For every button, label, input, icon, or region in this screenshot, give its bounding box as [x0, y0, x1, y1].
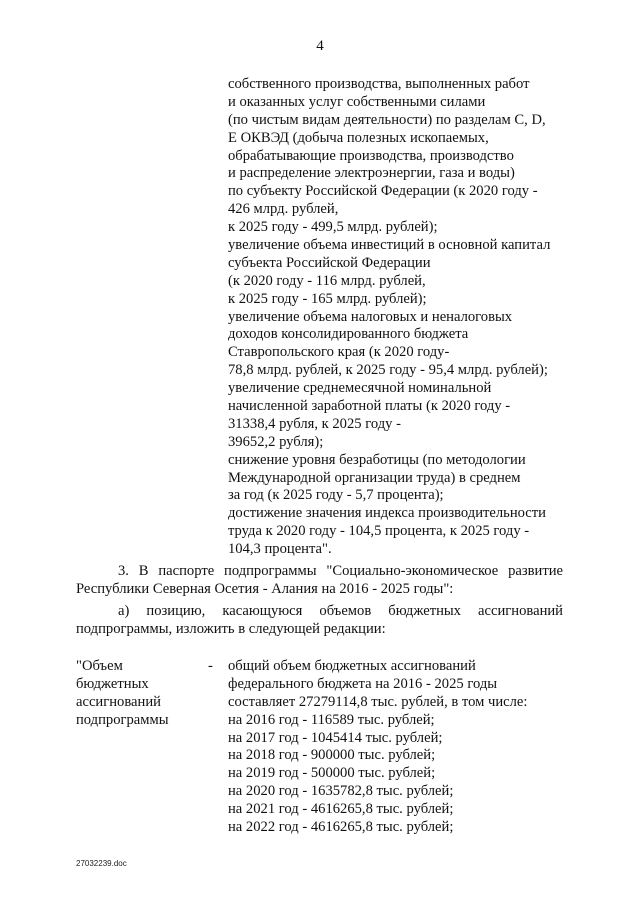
value-line: на 2019 год - 500000 тыс. рублей;	[228, 765, 436, 782]
text-line: увеличение среднемесячной номинальной	[228, 380, 492, 397]
paragraph-3	[76, 562, 563, 598]
paragraph-3-line-2: Республики Северная Осетия - Алания на 2016 - 2025 годы":	[76, 581, 454, 597]
text-line: 104,3 процента".	[228, 541, 332, 558]
text-line: Ставропольского края (к 2020 году-	[228, 344, 450, 361]
value-line: на 2020 год - 1635782,8 тыс. рублей;	[228, 783, 454, 800]
page-number: 4	[316, 38, 324, 54]
indicators-text-block	[228, 76, 588, 559]
value-line: на 2021 год - 4616265,8 тыс. рублей;	[228, 801, 454, 818]
document-filename: 27032239.doc	[76, 859, 127, 868]
paragraph-a-line-2: подпрограммы, изложить в следующей редакции:	[76, 621, 386, 637]
paragraph-a-line-1: а) позицию, касающуюся объемов бюджетных ассигнований	[118, 603, 563, 619]
value-line: на 2018 год - 900000 тыс. рублей;	[228, 747, 436, 764]
position-dash: -	[208, 658, 213, 674]
text-line: 78,8 млрд. рублей, к 2025 году - 95,4 млрд. рублей);	[228, 362, 548, 379]
paragraph-a	[76, 602, 563, 638]
text-line: за год (к 2025 году - 5,7 процента);	[228, 487, 444, 504]
label-line: "Объем	[76, 658, 123, 674]
text-line: и распределение электроэнергии, газа и воды)	[228, 165, 515, 182]
text-line: собственного производства, выполненных работ	[228, 76, 530, 92]
value-line: федерального бюджета на 2016 - 2025 годы	[228, 675, 498, 692]
text-line: 39652,2 рубля);	[228, 433, 324, 450]
value-line: на 2022 год - 4616265,8 тыс. рублей;	[228, 819, 454, 836]
text-line: субъекта Российской Федерации	[228, 254, 431, 271]
text-line: увеличение объема налоговых и неналоговых	[228, 308, 513, 325]
text-line: снижение уровня безработицы (по методологии	[228, 451, 526, 468]
text-line: достижение значения индекса производительности	[228, 505, 546, 522]
text-line: 426 млрд. рублей,	[228, 201, 339, 218]
label-line: ассигнований	[76, 693, 161, 710]
text-line: к 2025 году - 499,5 млрд. рублей);	[228, 219, 438, 236]
value-line: составляет 27279114,8 тыс. рублей, в том числе:	[228, 693, 528, 710]
budget-position-value	[228, 658, 568, 837]
text-line: доходов консолидированного бюджета	[228, 326, 469, 343]
value-line: на 2017 год - 1045414 тыс. рублей;	[228, 729, 443, 746]
paragraph-3-line-1: 3. В паспорте подпрограммы "Социально-экономическое развитие	[118, 563, 563, 579]
value-line: на 2016 год - 116589 тыс. рублей;	[228, 711, 435, 728]
text-line: труда к 2020 году - 104,5 процента, к 2025 году -	[228, 523, 530, 540]
text-line: 31338,4 рубля, к 2025 году -	[228, 415, 401, 432]
budget-position-label	[76, 658, 216, 730]
text-line: начисленной заработной платы (к 2020 году -	[228, 398, 511, 415]
text-line: (по чистым видам деятельности) по разделам C, D,	[228, 111, 546, 128]
text-line: (к 2020 году - 116 млрд. рублей,	[228, 272, 426, 289]
label-line: бюджетных	[76, 675, 149, 692]
text-line: обрабатывающие производства, производство	[228, 147, 514, 164]
label-line: подпрограммы	[76, 711, 169, 728]
text-line: к 2025 году - 165 млрд. рублей);	[228, 290, 427, 307]
text-line: Международной организации труда) в среднем	[228, 469, 521, 486]
text-line: и оказанных услуг собственными силами	[228, 93, 486, 110]
value-line: общий объем бюджетных ассигнований	[228, 658, 476, 674]
text-line: увеличение объема инвестиций в основной капитал	[228, 237, 551, 254]
text-line: по субъекту Российской Федерации (к 2020 году -	[228, 183, 538, 200]
text-line: E ОКВЭД (добыча полезных ископаемых,	[228, 129, 489, 146]
